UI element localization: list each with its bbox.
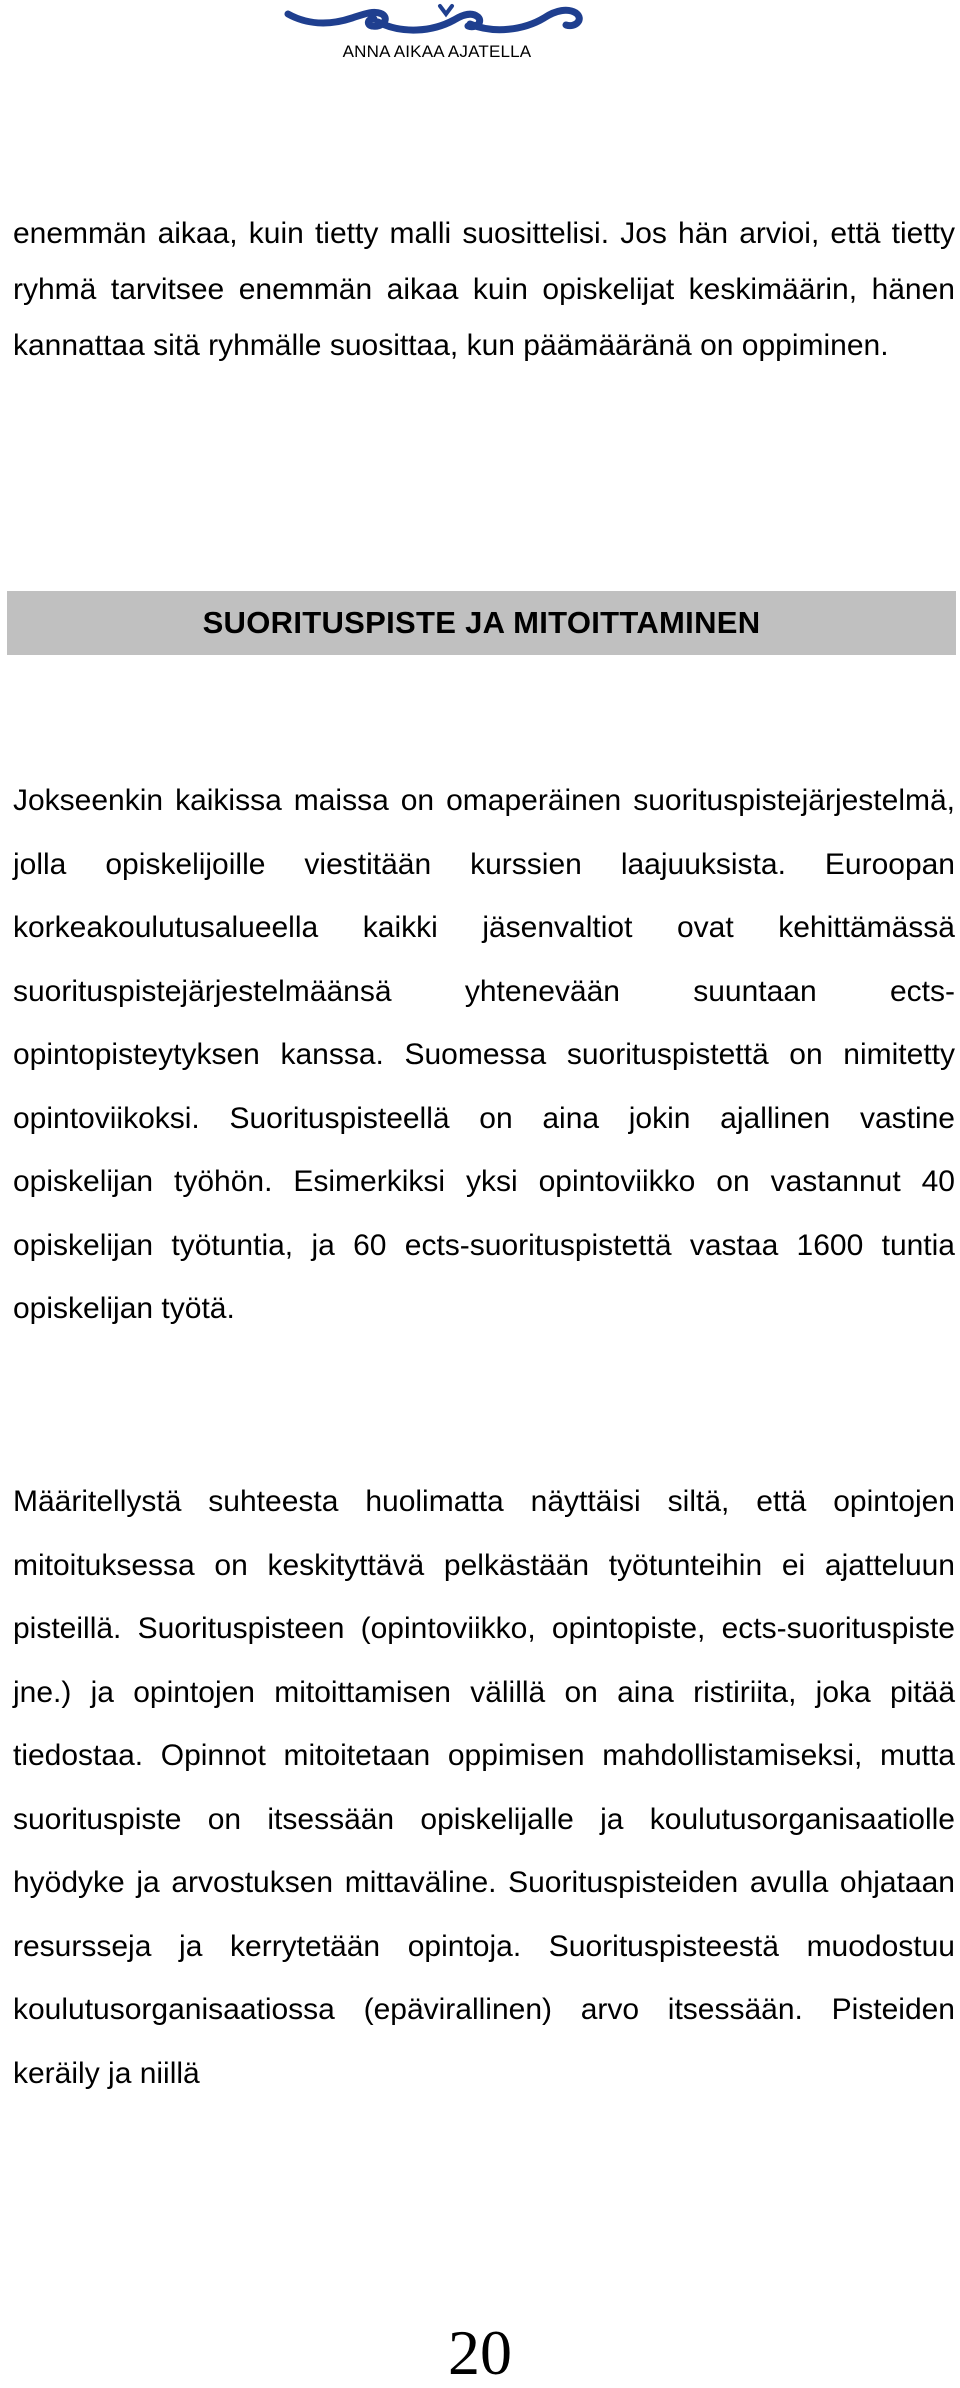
logo: [282, 0, 592, 68]
section-heading-bar: [7, 591, 956, 655]
body-paragraph-1: Jokseenkin kaikissa maissa on omaperäinen suorituspistejärjestelmä, jolla opiskelijoille viestitään kurssien laajuuksista. Euroopan korkeakoulutusalueella kaikki jäsenvaltiot ovat kehittämässä suorituspistejärjestelmäänsä yhtenevään suuntaan ects-opintopisteytyksen kanssa. Suomessa suorituspistettä on nimitetty opintoviikoksi. Suorituspisteellä on aina jokin ajallinen vastine opiskelijan työhön. Esimerkiksi yksi opintoviikko on vastannut 40 opiskelijan työtuntia, ja 60 ects-suorituspistettä vastaa 1600 tuntia opiskelijan työtä.: [13, 784, 955, 1325]
wave-logo-icon: [282, 0, 592, 40]
intro-paragraph: enemmän aikaa, kuin tietty malli suosittelisi. Jos hän arvioi, että tietty ryhmä tarvitsee enemmän aikaa kuin opiskelijat keskimäärin, hänen kannattaa sitä ryhmälle suosittaa, kun päämääränä on oppiminen.: [13, 217, 955, 362]
section-heading: SUORITUSPISTE JA MITOITTAMINEN: [202, 605, 761, 640]
body-paragraph-2: Määritellystä suhteesta huolimatta näyttäisi siltä, että opintojen mitoituksessa on keskityttävä pelkästään työtunteihin ei ajatteluun pisteillä. Suorituspisteen (opintoviikko, opintopiste, ects-suorituspiste jne.) ja opintojen mitoittamisen välillä on aina ristiriita, joka pitää tiedostaa. Opinnot mitoitetaan oppimisen mahdollistamiseksi, mutta suorituspiste on itsessään opiskelijalle ja koulutusorganisaatiolle hyödyke ja arvostuksen mittaväline. Suorituspisteiden avulla ohjataan resursseja ja kerrytetään opintoja. Suorituspisteestä muodostuu koulutusorganisaatiossa (epävirallinen) arvo itsessään. Pisteiden keräily ja niillä: [13, 1485, 955, 2090]
page-number: 20: [448, 2317, 512, 2388]
logo-caption: ANNA AIKAA AJATELLA: [342, 42, 532, 61]
